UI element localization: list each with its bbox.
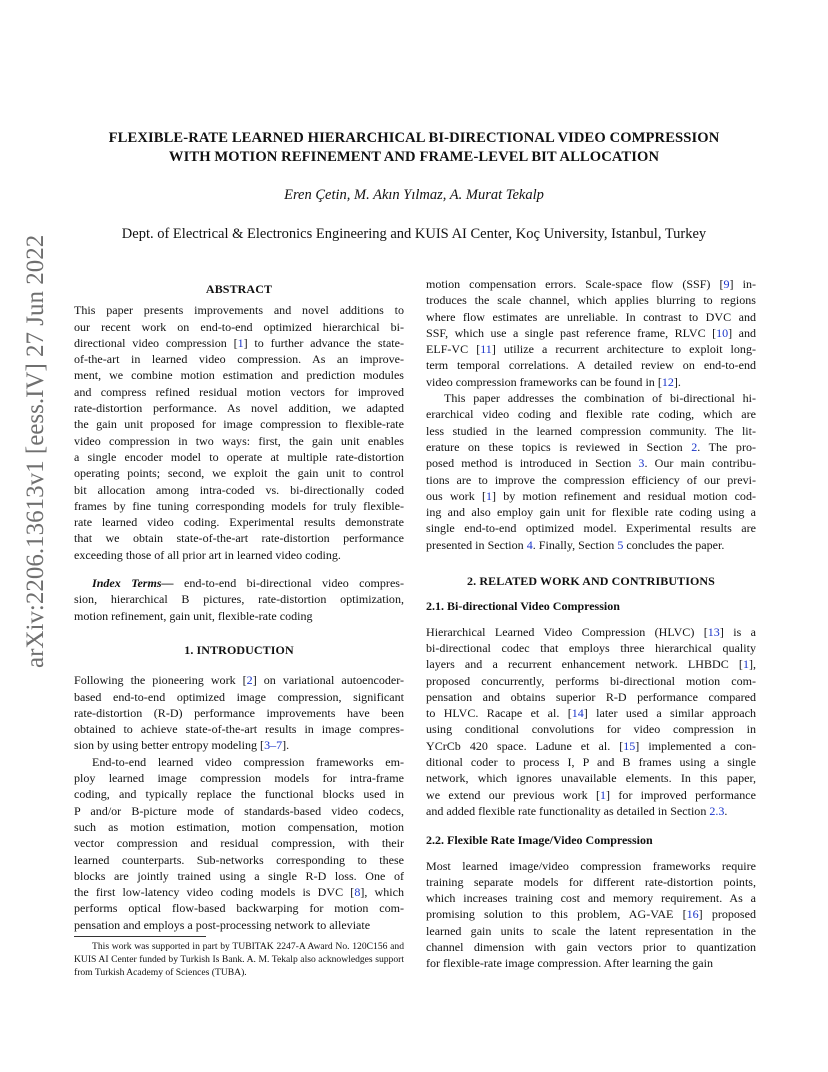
subsection-2-1-body: [426, 624, 756, 820]
text-line: the gain unit proposed for image compression to flexible-rate: [74, 417, 404, 432]
footnote-rule: [74, 936, 206, 937]
text-line: exceeding those of all prior art in learned video coding.: [74, 547, 341, 562]
text-line: proposed concurrently, performs bi-directional motion com-: [426, 673, 756, 688]
text-line: End-to-end learned video compression frameworks em-: [92, 754, 404, 769]
text-line: Hierarchical Learned Video Compression (HLVC) [13] is a: [426, 624, 756, 639]
text-line: bit allocation among intra-coded vs. bi-directionally coded: [74, 482, 404, 497]
text-line: rate-distortion performance. As novel addition, we adapted: [74, 401, 404, 416]
text-line: troduces the scale channel, which applies blurring to regions: [426, 293, 756, 308]
paper-title: [60, 129, 768, 167]
index-terms-line: sion, hierarchical B pictures, rate-distortion optimization,: [74, 592, 404, 607]
text-line: This paper addresses the combination of bi-directional hi-: [444, 391, 756, 406]
text-line: our recent work on end-to-end optimized hierarchical bi-: [74, 319, 404, 334]
text-line: less studied in the learned compression community. The lit-: [426, 423, 756, 438]
text-line: frames by fine tuning corresponding models for truly flexible-: [74, 498, 404, 513]
intro-heading: 1. INTRODUCTION: [184, 642, 294, 657]
text-line: blocks are jointly trained using a single R-D loss. One of: [74, 868, 404, 883]
intro-paragraph-1: [74, 672, 404, 753]
text-line: obtained to achieve state-of-the-art results in image compres-: [74, 722, 404, 737]
text-line: such as motion estimation, motion compensation, motion: [74, 819, 404, 834]
arxiv-watermark: arXiv:2206.13613v1 [eess.IV] 27 Jun 2022: [22, 234, 49, 668]
text-line: directional video compression [1] to further advance the state-: [74, 335, 404, 350]
subsection-2-2-heading: 2.2. Flexible Rate Image/Video Compression: [426, 833, 653, 848]
text-line: pensation and employs a post-processing network to alleviate: [74, 917, 371, 932]
text-line: vector compression and residual compression, with their: [74, 836, 404, 851]
text-line: term temporal correlations. A detailed review on end-to-end: [426, 358, 756, 373]
text-line: that we obtain state-of-the-art rate-distortion performance: [74, 531, 404, 546]
text-line: and added flexible rate functionality as detailed in Section 2.3.: [426, 803, 728, 818]
index-terms-line: motion refinement, gain unit, flexible-rate coding: [74, 608, 313, 623]
text-line: erarchical video coding and flexible rate coding, which are: [426, 407, 756, 422]
text-line: channel dimension with gain vectors prior to quantization: [426, 939, 756, 954]
text-line: ing and also employ gain unit for flexible rate coding using a: [426, 505, 756, 520]
text-line: YCrCb 420 space. Ladune et al. [15] implemented a con-: [426, 738, 756, 753]
right-column: [426, 276, 756, 972]
related-heading: 2. RELATED WORK AND CONTRIBUTIONS: [467, 574, 715, 589]
text-line: pensation and obtains superior R-D performance compared: [426, 689, 756, 704]
subsection-2-1-heading: 2.1. Bi-directional Video Compression: [426, 599, 620, 614]
intro-paragraph-2: [74, 754, 404, 933]
index-terms: [74, 575, 404, 624]
text-line: ELF-VC [11] utilize a recurrent architecture to exploit long-: [426, 342, 756, 357]
text-line: Most learned image/video compression frameworks require: [426, 858, 756, 873]
text-line: a single encoder model to operate at multiple rate-distortion: [74, 449, 404, 464]
text-line: the first low-latency video coding models is DVC [8], which: [74, 885, 404, 900]
text-line: ment, we combine motion estimation and prediction modules: [74, 368, 404, 383]
title-line: WITH MOTION REFINEMENT AND FRAME-LEVEL BIT ALLOCATION: [168, 149, 660, 165]
text-line: performs optical flow-based backwarping for motion com-: [74, 901, 404, 916]
text-line: we extend our previous work [1] for improved performance: [426, 787, 756, 802]
text-line: SSF, which use a single past reference frame, RLVC [10] and: [426, 325, 756, 340]
right-paragraph-2: [426, 390, 756, 553]
abstract-body: [74, 302, 404, 563]
text-line: rate-distortion (R-D) performance improvements have been: [74, 705, 404, 720]
subsection-2-2-body: [426, 858, 756, 972]
text-line: presented in Section 4. Finally, Section 5 concludes the paper.: [426, 537, 725, 552]
text-line: bi-directional codec that employs three hierarchical quality: [426, 640, 756, 655]
text-line: learned counterparts. Sub-networks corresponding to these: [74, 852, 404, 867]
abstract-heading: ABSTRACT: [205, 282, 273, 296]
text-line: using conditional convolutions for video compression in: [426, 722, 756, 737]
text-line: and compress refined residual motion vectors for improved: [74, 384, 404, 399]
text-line: operating points; second, we exploit the gain unit to control: [74, 466, 404, 481]
affiliation: Dept. of Electrical & Electronics Engineering and KUIS AI Center, Koç University, Istanbul, Turkey: [121, 226, 707, 242]
index-terms-label: Index Terms—: [92, 576, 174, 591]
right-paragraph-1: [426, 276, 756, 390]
footnote: [74, 940, 404, 980]
text-line: where flow estimates are unreliable. In contrast to DVC and: [426, 309, 756, 324]
text-line: tions are to improve the compression efficiency of our previ-: [426, 472, 756, 487]
index-terms-line: Index Terms— end-to-end bi-directional video compres-: [92, 576, 404, 591]
text-line: training separate models for different rate-distortion points,: [426, 874, 756, 889]
text-line: ploy learned image compression models for intra-frame: [74, 771, 404, 786]
text-line: P and/or B-picture mode of standards-based video codecs,: [74, 803, 404, 818]
text-line: motion compensation errors. Scale-space flow (SSF) [9] in-: [426, 277, 756, 291]
left-column: [74, 281, 404, 933]
text-line: promising solution to this problem, AG-VAE [16] proposed: [426, 907, 756, 922]
text-line: erature on these topics is reviewed in Section 2. The pro-: [426, 439, 756, 454]
text-line: of-the-art in learned video compression. As an improve-: [74, 352, 404, 367]
text-line: for flexible-rate image compression. After learning the gain: [426, 956, 714, 971]
text-line: which increases training cost and memory requirement. As a: [426, 891, 756, 906]
text-line: to HLVC. Racape et al. [14] later used a similar approach: [426, 706, 756, 721]
authors: Eren Çetin, M. Akın Yılmaz, A. Murat Tekalp: [284, 187, 544, 203]
text-line: sion by using better entropy modeling [3–7].: [74, 738, 290, 753]
text-line: learned gain units to scale the latent representation in the: [426, 923, 756, 938]
text-line: based end-to-end optimized image compression, significant: [74, 689, 404, 704]
text-line: video compression in two ways: first, the gain unit enables: [74, 433, 404, 448]
text-line: coding, and typically replace the functional blocks used in: [74, 787, 404, 802]
footnote-text: This work was supported in part by TUBITAK 2247-A Award No. 120C156 and KUIS AI Center funded by Turkish Is Bank. A. M. Tekalp also acknowledges support from Turkish Academy of Sciences (TUBA).: [74, 941, 404, 979]
text-line: posed method is introduced in Section 3. Our main contribu-: [426, 456, 756, 471]
text-line: Following the pioneering work [2] on variational autoencoder-: [74, 673, 404, 688]
title-line: FLEXIBLE-RATE LEARNED HIERARCHICAL BI-DIRECTIONAL VIDEO COMPRESSION: [108, 130, 720, 146]
text-line: video compression frameworks can be found in [12].: [426, 374, 681, 389]
text-line: layers and a recurrent enhancement network. LHBDC [1],: [426, 657, 756, 672]
text-line: network, which ignores unavailable elements. In this paper,: [426, 771, 756, 786]
text-line: single end-to-end optimized model. Experimental results are: [426, 521, 756, 536]
text-line: ditional coder to process I, P and B frames using a single: [426, 755, 756, 770]
text-line: rate learned video coding. Experimental results demonstrate: [74, 515, 404, 530]
text-line: ous work [1] by motion refinement and residual motion cod-: [426, 488, 756, 503]
text-line: This paper presents improvements and novel additions to: [74, 303, 404, 318]
